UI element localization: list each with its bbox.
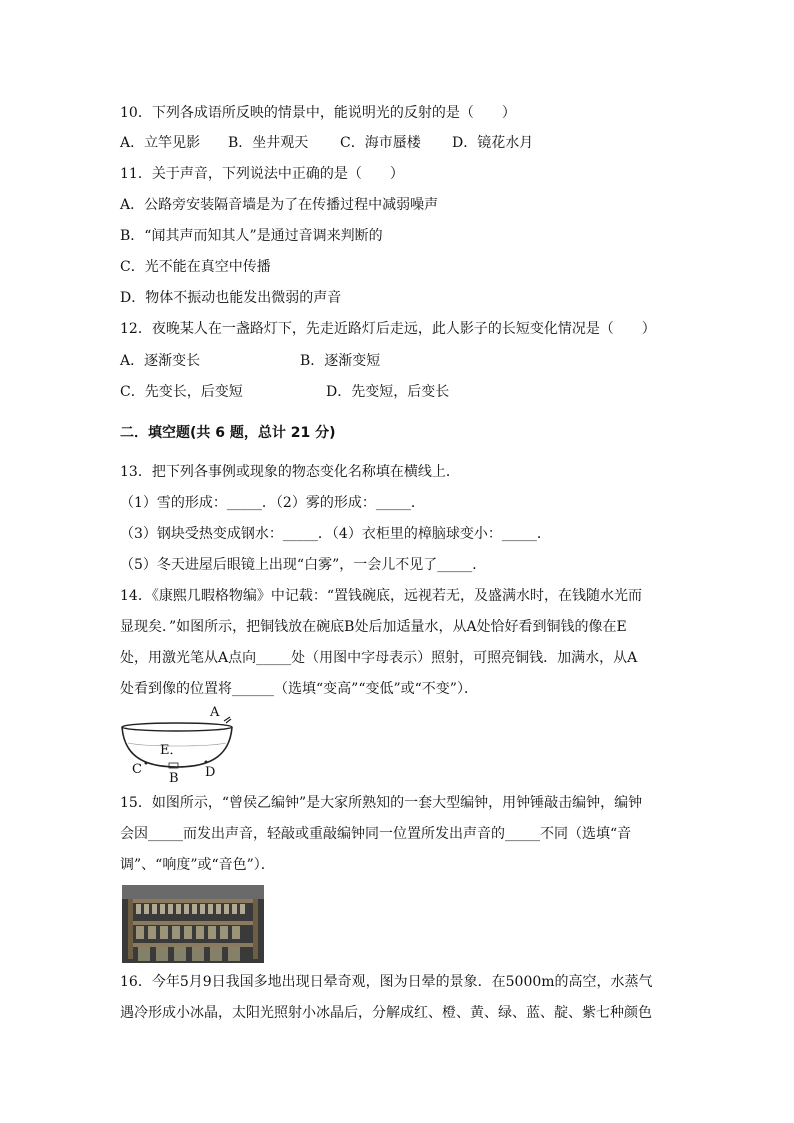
q11-option-b: B．“闻其声而知其人”是通过音调来判断的 [120,228,383,244]
q12-stem: 12．夜晚某人在一盏路灯下，先走近路灯后走远，此人影子的长短变化情况是（ ） [120,321,656,337]
q16-line-2: 遇冷形成小冰晶，太阳光照射小冰晶后，分解成红、橙、黄、绿、蓝、靛、紫七种颜色 [120,1005,652,1021]
q15-line-1: 15．如图所示，“曾侯乙编钟”是大家所熟知的一套大型编钟，用钟锤敲击编钟，编钟 [120,795,643,811]
q14-line-3: 处，用激光笔从A点向_____处（用图中字母表示）照射，可照亮铜钱．加满水，从A [120,650,638,666]
q12-option-b: B．逐渐变短 [300,353,381,369]
bowl-diagram [118,705,240,785]
q13-stem: 13．把下列各事例或现象的物态变化名称填在横线上． [120,464,460,480]
bells-photo [122,885,264,963]
q13-line-1: （1）雪的形成：_____．（2）雾的形成：_____． [120,495,425,511]
q12-option-d: D．先变短，后变长 [326,384,450,400]
section-heading: 二．填空题(共 6 题，总计 21 分) [120,425,336,441]
label-a: A [210,705,220,720]
label-b: B [169,771,179,786]
q10-option-c: C．海市蜃楼 [340,135,421,151]
label-e: E． [160,743,183,758]
q10-stem: 10．下列各成语所反映的情景中，能说明光的反射的是（ ） [120,105,516,121]
q11-stem: 11．关于声音，下列说法中正确的是（ ） [120,166,404,182]
q12-option-c: C．先变长，后变短 [120,384,243,400]
q13-line-2: （3）钢块受热变成钢水：_____．（4）衣柜里的樟脑球变小：_____． [120,526,551,542]
q14-line-4: 处看到像的位置将______（选填“变高”“变低”或“不变”）． [120,681,478,697]
q10-option-d: D．镜花水月 [452,135,534,151]
q13-line-3: （5）冬天进屋后眼镜上出现“白雾”，一会儿不见了_____． [120,557,487,573]
q15-line-3: 调”、“响度”或“音色”）． [120,857,275,873]
q12-option-a: A．逐渐变长 [120,353,201,369]
q11-option-d: D．物体不振动也能发出微弱的声音 [120,290,342,306]
q10-option-a: A．立竿见影 [120,135,201,151]
q14-line-2: 显现矣．”如图所示，把铜钱放在碗底B处后加适量水，从A处恰好看到铜钱的像在E [120,619,627,635]
q10-option-b: B．坐井观天 [228,135,309,151]
label-c: C [132,762,142,777]
q11-option-c: C．光不能在真空中传播 [120,259,271,275]
q16-line-1: 16．今年5月9日我国多地出现日晕奇观，图为日晕的景象．在5000m的高空，水蒸气 [120,974,653,990]
q15-line-2: 会因_____而发出声音，轻敲或重敲编钟同一位置所发出声音的_____不同（选填“音 [120,826,632,842]
q11-option-a: A．公路旁安装隔音墙是为了在传播过程中减弱噪声 [120,197,439,213]
label-d: D [205,765,216,780]
q14-line-1: 14．《康熙几暇格物编》中记载：“置钱碗底，远视若无，及盛满水时，在钱随水光而 [120,588,642,604]
